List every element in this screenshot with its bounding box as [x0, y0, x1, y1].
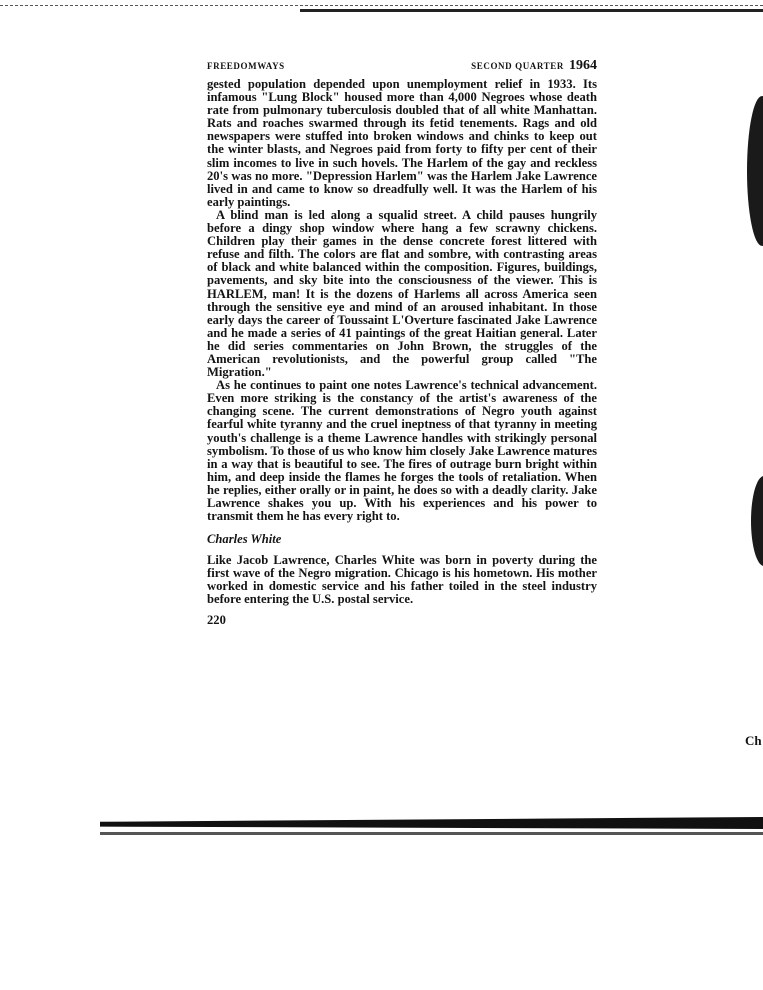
scan-bottom-shadow	[100, 817, 763, 829]
issue-label	[471, 58, 597, 74]
facing-page-illustration-edge	[747, 96, 763, 246]
paragraph-1: gested population depended upon unemployment relief in 1933. Its infamous "Lung Block" housed more than 4,000 Negroes whose death rate from pulmonary tuberculosis doubled that of all white Manhattan. Rats and roaches swarmed through its fetid tenements. Rags and old newspapers were stuffed into broken windows and chinks to keep out the winter blasts, and Negroes paid from forty to fifty per cent of their slim incomes to live in such hovels. The Harlem of the gay and reckless 20's was no more. "Depression Harlem" was the Harlem Jake Lawrence lived in and came to know so dreadfully well. It was the Harlem of his early paintings.	[207, 77, 597, 209]
scan-top-shadow	[300, 9, 763, 12]
book-page	[207, 58, 597, 628]
running-head	[207, 58, 597, 74]
section-paragraph: Like Jacob Lawrence, Charles White was born in poverty during the first wave of the Negro migration. Chicago is his hometown. His mother worked in domestic service and his father toiled in the steel industry before entering the U.S. postal service.	[207, 553, 597, 607]
paragraph-3: As he continues to paint one notes Lawrence's technical advancement. Even more striking is the constancy of the artist's awareness of the changing scene. The current demonstrations of Negro youth against fearful white tyranny and the cruel ineptness of that tyranny in meeting youth's challenge is a theme Lawrence handles with strikingly personal symbolism. To those of us who know him closely Jake Lawrence matures in a way that is beautiful to see. The fires of outrage burn bright within him, and deep inside the flames he forges the tools of retaliation. When he replies, either orally or in paint, he does so with a deadly clarity. Jake Lawrence shakes you up. With his experiences and his power to transmit them he has every right to.	[207, 378, 597, 524]
facing-page-text-fragment: Ch	[745, 733, 762, 748]
scan-top-border	[0, 5, 763, 6]
issue-quarter: SECOND QUARTER	[471, 61, 564, 71]
paragraph-2: A blind man is led along a squalid street. A child pauses hungrily before a dingy shop window where hang a few scrawny chickens. Children play their games in the dense concrete forest littered with refuse and filth. The colors are flat and sombre, with contrasting areas of black and white balanced within the composition. Figures, buildings, pavements, and sky bite into the consciousness of the viewer. This is HARLEM, man! It is the dozens of Harlems all across America seen through the sensitive eye and mind of an aroused inhabitant. In those early days the career of Toussaint L'Overture fascinated Jake Lawrence and he made a series of 41 paintings of the great Haitian general. Later he did series commentaries on John Brown, the struggles of the American revolutionists, and the powerful group called "The Migration."	[207, 207, 597, 380]
page-number: 220	[207, 612, 226, 627]
facing-page-illustration-edge-lower	[751, 476, 763, 566]
section-heading: Charles White	[207, 532, 282, 547]
journal-title: FREEDOMWAYS	[207, 61, 285, 71]
scan-bottom-shadow-line	[100, 832, 763, 835]
issue-year: 1964	[569, 58, 597, 73]
